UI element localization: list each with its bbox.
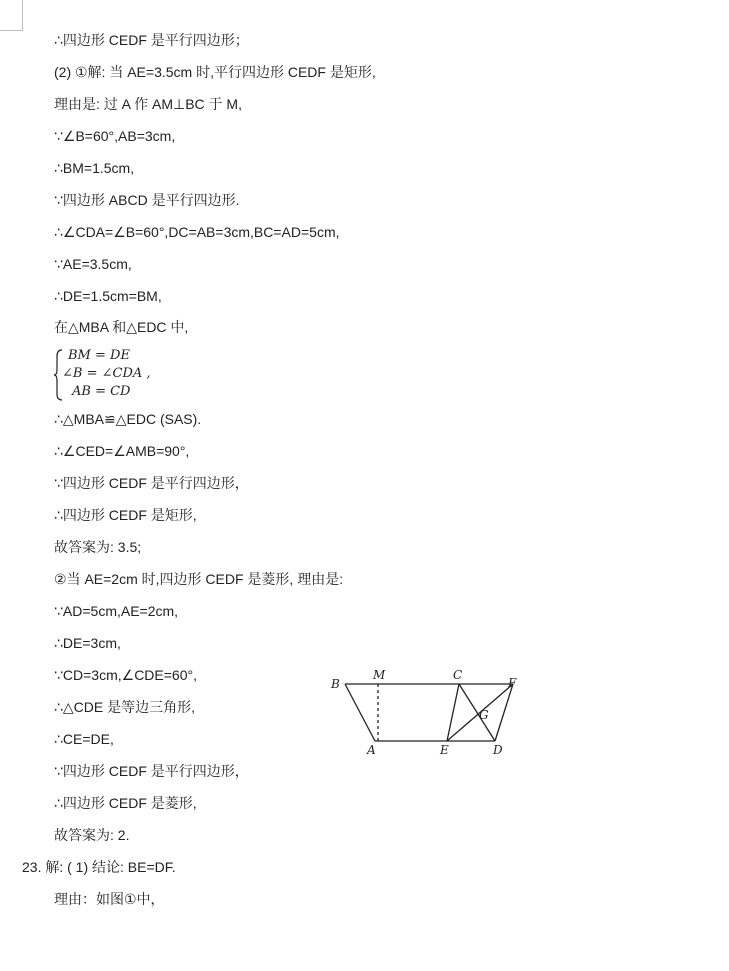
label-c: C — [453, 668, 463, 682]
text-line: ∴△MBA≌△EDC (SAS). — [54, 411, 202, 427]
label-a: A — [367, 743, 376, 757]
text-line: ∴DE=1.5cm=BM, — [54, 288, 162, 304]
text-line: ∴四边形 CEDF 是菱形, — [54, 795, 197, 811]
segment-cd — [459, 684, 495, 741]
geometry-figure — [325, 663, 530, 758]
text-line: ∴DE=3cm, — [54, 635, 121, 651]
text-line: ②当 AE=2cm 时,四边形 CEDF 是菱形, 理由是: — [54, 571, 344, 587]
text-line: ∵四边形 ABCD 是平行四边形. — [54, 192, 240, 208]
label-b: B — [331, 677, 340, 691]
system-row: AB = CD — [72, 384, 131, 399]
text-line: ∴BM=1.5cm, — [54, 160, 135, 176]
text-line: 故答案为: 3.5; — [54, 539, 142, 555]
text-line: ∵四边形 CEDF 是平行四边形， — [54, 475, 249, 491]
text-line: ∴∠CDA=∠B=60°,DC=AB=3cm,BC=AD=5cm, — [54, 224, 340, 240]
text-line: 理由是: 过 A 作 AM⊥BC 于 M, — [54, 96, 242, 112]
text-line: 故答案为: 2. — [54, 827, 130, 843]
label-f: F — [508, 676, 517, 690]
text-line: (2) ①解: 当 AE=3.5cm 时,平行四边形 CEDF 是矩形, — [54, 64, 376, 80]
text-line: ∴CE=DE, — [54, 731, 114, 747]
page-corner-mark — [0, 0, 23, 31]
text-line: ∵AE=3.5cm, — [54, 256, 132, 272]
label-e: E — [440, 743, 449, 757]
label-m: M — [373, 668, 386, 682]
text-line: ∵∠B=60°,AB=3cm, — [54, 128, 176, 144]
label-g: G — [479, 708, 489, 722]
system-row: ∠B = ∠CDA , — [62, 366, 151, 381]
text-line: 23. 解: ( 1) 结论: BE=DF. — [22, 859, 176, 875]
label-d: D — [493, 743, 503, 757]
text-line: ∴∠CED=∠AMB=90°, — [54, 443, 190, 459]
text-line: ∴△CDE 是等边三角形, — [54, 699, 196, 715]
system-row: BM = DE — [68, 348, 130, 363]
text-line: ∵CD=3cm,∠CDE=60°, — [54, 667, 197, 683]
text-line: ∵AD=5cm,AE=2cm, — [54, 603, 179, 619]
equation-system — [54, 348, 194, 402]
text-line: 理由：如图①中， — [54, 891, 165, 907]
text-line: 在△MBA 和△EDC 中, — [54, 319, 189, 335]
text-line: ∵四边形 CEDF 是平行四边形， — [54, 763, 249, 779]
segment-ba — [345, 684, 375, 741]
text-line: ∴四边形 CEDF 是矩形, — [54, 507, 197, 523]
text-line: ∴四边形 CEDF 是平行四边形； — [54, 32, 249, 48]
